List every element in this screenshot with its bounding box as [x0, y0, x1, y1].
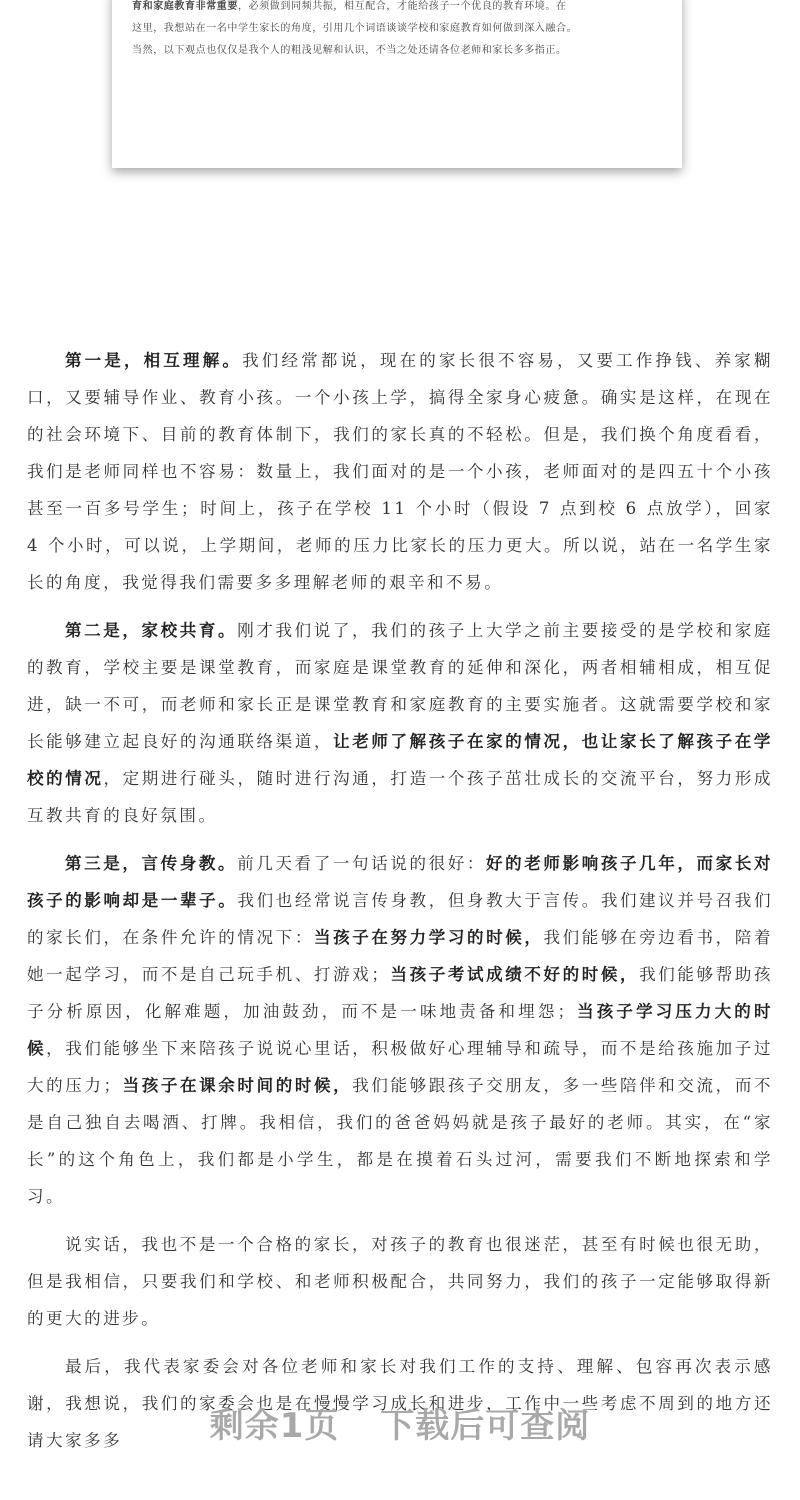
text: 我们能够在旁边看书，陪着她一起学习，而不是自己玩手机、打游戏；: [27, 928, 773, 984]
bold-text: 好的老师影响孩子几年，而家长对孩子的影响却是一辈子。: [27, 854, 774, 910]
preview-line: [112, 0, 682, 18]
text: 刚才我们说了，我们的孩子上大学之前主要接受的是学校和家庭的教育，学校主要是课堂教育，而家庭是课堂教育的延伸和深化，两者相辅相成，相互促进，缺一不可，而老师和家长正是课堂教育和家庭教育的主要实施者。这就需要学校和家长能够建立起良好的沟通联络渠道，: [27, 621, 774, 751]
text: ，必须做到同频共振，相互配合，才能给孩子一个优良的教育环境。在: [238, 1, 567, 12]
download-hint-label: 下载后可查阅: [380, 1406, 591, 1446]
preview-line: [112, 40, 682, 62]
paragraph: [27, 612, 773, 834]
text: 我们能够跟孩子交朋友，多一些陪伴和交流，而不是自己独自去喝酒、打牌。我相信，我们的爸爸妈妈就是孩子最好的老师。其实，在“家长”的这个角色上，我们都是小学生，都是在摸着石头过河，需要我们不断地探索和学习。: [27, 1076, 773, 1206]
bold-text: 第二是，家校共育。: [64, 621, 238, 640]
text: 说实话，我也不是一个合格的家长，对孩子的教育也很迷茫，甚至有时候也很无助，但是我相信，只要我们和学校、和老师积极配合，共同努力，我们的孩子一定能够取得新的更大的进步。: [27, 1235, 773, 1328]
text: 这里，我想站在一名中学生家长的角度，引用几个词语谈谈学校和家庭教育如何做到深入融合。: [132, 23, 578, 34]
remaining-pages-label: 剩余1页: [209, 1406, 340, 1446]
bold-text: 第一是，相互理解。: [64, 351, 243, 370]
text: 我们经常都说，现在的家长很不容易，又要工作挣钱、养家糊口，又要辅导作业、教育小孩。一个小孩上学，搞得全家身心疲惫。确实是这样，在现在的社会环境下、目前的教育体制下，我们的家长真的不轻松。但是，我们换个角度看看，我们是老师同样也不容易：数量上，我们面对的是一个小孩，老师面对的是四五十个小孩甚至一百多号学生；时间上，孩子在学校 11 个小时（假设 7 点到校 6 点放学），回家 4 个小时，可以说，上学期间，老师的压力比家长的压力更大。所以说，站在一名学生家长的角度，我觉得我们需要多多理解老师的艰辛和不易。: [27, 351, 773, 592]
bold-text: 当孩子学习压力大的时候: [27, 1002, 774, 1058]
document-preview-card: [112, 0, 682, 168]
text: 最后，我代表家委会对各位老师和家长对我们工作的支持、理解、包容再次表示感谢，我想说，我们的家委会也是在慢慢学习成长和进步，工作中一些考虑不周到的地方还请大家多多: [27, 1357, 773, 1450]
bold-text: 当孩子考试成绩不好的时候，: [390, 965, 640, 984]
preview-line: [112, 18, 682, 40]
paragraph: [27, 342, 773, 601]
text: 我们也经常说言传身教，但身教大于言传。我们建议并号召我们的家长们，在条件允许的情况下：: [27, 891, 773, 947]
text: ，我们能够坐下来陪孩子说说心里话，积极做好心理辅导和疏导，而不是给孩施加子过大的压力；: [27, 1039, 773, 1095]
download-prompt[interactable]: [0, 1398, 800, 1447]
bold-text: 当孩子在课余时间的时候，: [122, 1076, 353, 1095]
paragraph: [27, 1226, 773, 1337]
document-body: [27, 342, 773, 1470]
bold-text: 当孩子在努力学习的时候，: [313, 928, 544, 947]
text: ，定期进行碰头，随时进行沟通，打造一个孩子茁壮成长的交流平台，努力形成互教共育的良好氛围。: [27, 769, 774, 825]
paragraph: [27, 845, 773, 1215]
bold-text: 第三是，言传身教。: [64, 854, 238, 873]
bold-text: 让老师了解孩子在家的情况，也让家长了解孩子在学校的情况: [27, 732, 773, 788]
text: 我们能够帮助孩子分析原因，化解难题，加油鼓劲，而不是一味地责备和埋怨；: [27, 965, 774, 1021]
text: 前几天看了一句话说的很好：: [237, 854, 487, 873]
bold-text: 育和家庭教育非常重要: [132, 1, 238, 12]
text: 当然，以下观点也仅仅是我个人的粗浅见解和认识，不当之处还请各位老师和家长多多指正。: [132, 45, 567, 56]
